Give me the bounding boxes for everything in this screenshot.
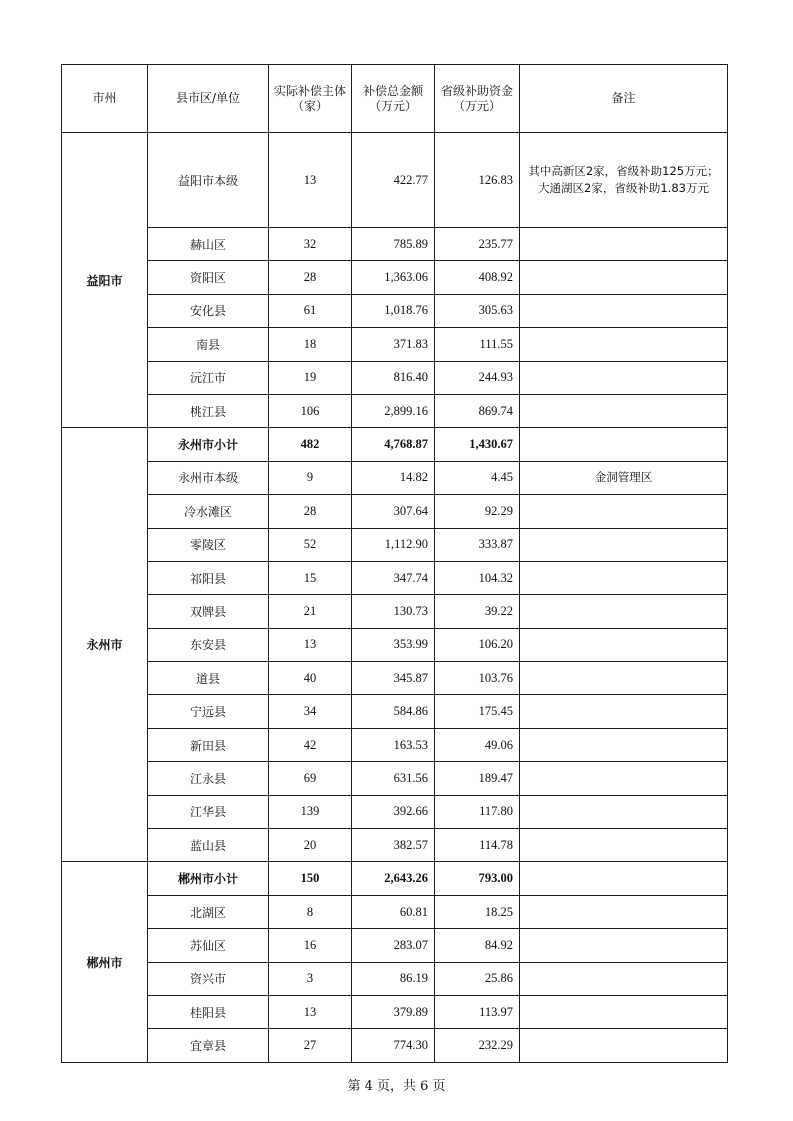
note-cell [520,394,728,427]
count-cell: 42 [269,728,352,761]
table-row [62,261,728,294]
note-cell [520,995,728,1028]
subsidy-cell: 113.97 [435,995,520,1028]
count-cell: 61 [269,294,352,327]
total-amount-cell: 785.89 [352,228,435,261]
table-row [62,728,728,761]
note-cell [520,528,728,561]
unit-cell: 祁阳县 [148,561,269,594]
count-cell: 32 [269,228,352,261]
unit-cell: 双牌县 [148,595,269,628]
header-city: 市州 [62,65,148,133]
count-cell: 482 [269,428,352,461]
subsidy-cell: 25.86 [435,962,520,995]
table-row [62,829,728,862]
subsidy-cell: 869.74 [435,394,520,427]
subsidy-cell: 333.87 [435,528,520,561]
note-cell [520,595,728,628]
unit-cell: 东安县 [148,628,269,661]
total-amount-cell: 392.66 [352,795,435,828]
table-row [62,495,728,528]
unit-cell: 赫山区 [148,228,269,261]
subsidy-cell: 92.29 [435,495,520,528]
count-cell: 3 [269,962,352,995]
total-amount-cell: 353.99 [352,628,435,661]
header-subsidy: 省级补助资金 （万元） [435,65,520,133]
note-cell [520,428,728,461]
table-row [62,929,728,962]
note-cell [520,1029,728,1062]
unit-cell: 安化县 [148,294,269,327]
unit-cell: 桂阳县 [148,995,269,1028]
unit-cell: 沅江市 [148,361,269,394]
subsidy-cell: 106.20 [435,628,520,661]
total-amount-cell: 345.87 [352,662,435,695]
note-cell [520,962,728,995]
city-cell: 郴州市 [62,862,148,1062]
city-cell: 永州市 [62,428,148,862]
note-cell: 金洞管理区 [520,461,728,494]
total-amount-cell: 130.73 [352,595,435,628]
compensation-table-container [61,64,727,1063]
header-note: 备注 [520,65,728,133]
count-cell: 27 [269,1029,352,1062]
total-amount-cell: 2,899.16 [352,394,435,427]
note-cell [520,929,728,962]
total-amount-cell: 60.81 [352,895,435,928]
subsidy-cell: 111.55 [435,328,520,361]
count-cell: 34 [269,695,352,728]
subsidy-cell: 114.78 [435,829,520,862]
unit-cell: 江永县 [148,762,269,795]
unit-cell: 道县 [148,662,269,695]
table-row [62,695,728,728]
count-cell: 20 [269,829,352,862]
total-amount-cell: 347.74 [352,561,435,594]
total-amount-cell: 422.77 [352,133,435,228]
subsidy-cell: 1,430.67 [435,428,520,461]
count-cell: 69 [269,762,352,795]
total-amount-cell: 382.57 [352,829,435,862]
count-cell: 9 [269,461,352,494]
unit-cell: 永州市小计 [148,428,269,461]
table-row [62,995,728,1028]
header-unit: 县市区/单位 [148,65,269,133]
subsidy-cell: 117.80 [435,795,520,828]
count-cell: 13 [269,628,352,661]
note-cell [520,294,728,327]
note-cell [520,728,728,761]
count-cell: 13 [269,133,352,228]
unit-cell: 宁远县 [148,695,269,728]
table-row [62,528,728,561]
unit-cell: 宜章县 [148,1029,269,1062]
total-amount-cell: 1,018.76 [352,294,435,327]
subsidy-cell: 175.45 [435,695,520,728]
table-row [62,795,728,828]
unit-cell: 蓝山县 [148,829,269,862]
unit-cell: 南县 [148,328,269,361]
note-cell [520,895,728,928]
total-amount-cell: 379.89 [352,995,435,1028]
table-row [62,328,728,361]
subsidy-cell: 232.29 [435,1029,520,1062]
count-cell: 19 [269,361,352,394]
total-amount-cell: 14.82 [352,461,435,494]
table-row [62,962,728,995]
subsidy-cell: 104.32 [435,561,520,594]
table-row [62,294,728,327]
subsidy-cell: 49.06 [435,728,520,761]
note-cell [520,628,728,661]
total-amount-cell: 816.40 [352,361,435,394]
subsidy-cell: 793.00 [435,862,520,895]
unit-cell: 桃江县 [148,394,269,427]
note-cell [520,695,728,728]
total-amount-cell: 1,112.90 [352,528,435,561]
count-cell: 150 [269,862,352,895]
table-row [62,662,728,695]
unit-cell: 冷水滩区 [148,495,269,528]
unit-cell: 零陵区 [148,528,269,561]
header-row [62,65,728,133]
note-cell [520,261,728,294]
table-row [62,561,728,594]
total-amount-cell: 1,363.06 [352,261,435,294]
count-cell: 21 [269,595,352,628]
subtotal-row [62,862,728,895]
total-amount-cell: 631.56 [352,762,435,795]
subsidy-cell: 18.25 [435,895,520,928]
table-row [62,394,728,427]
total-amount-cell: 283.07 [352,929,435,962]
count-cell: 8 [269,895,352,928]
count-cell: 28 [269,261,352,294]
subsidy-cell: 305.63 [435,294,520,327]
subsidy-cell: 103.76 [435,662,520,695]
unit-cell: 永州市本级 [148,461,269,494]
unit-cell: 资阳区 [148,261,269,294]
count-cell: 18 [269,328,352,361]
table-row [62,895,728,928]
subsidy-cell: 408.92 [435,261,520,294]
note-cell [520,862,728,895]
unit-cell: 苏仙区 [148,929,269,962]
total-amount-cell: 4,768.87 [352,428,435,461]
note-cell: 其中高新区2家，省级补助125万元；大通湖区2家，省级补助1.83万元 [520,133,728,228]
note-cell [520,561,728,594]
table-row [62,762,728,795]
count-cell: 106 [269,394,352,427]
total-amount-cell: 2,643.26 [352,862,435,895]
count-cell: 52 [269,528,352,561]
unit-cell: 江华县 [148,795,269,828]
table-row [62,461,728,494]
header-count: 实际补偿主体 （家） [269,65,352,133]
note-cell [520,829,728,862]
table-row [62,133,728,228]
note-cell [520,328,728,361]
subtotal-row [62,428,728,461]
note-cell [520,495,728,528]
total-amount-cell: 774.30 [352,1029,435,1062]
total-amount-cell: 86.19 [352,962,435,995]
subsidy-cell: 189.47 [435,762,520,795]
unit-cell: 郴州市小计 [148,862,269,895]
unit-cell: 北湖区 [148,895,269,928]
total-amount-cell: 163.53 [352,728,435,761]
table-row [62,595,728,628]
note-cell [520,795,728,828]
page-footer: 第 4 页，共 6 页 [347,1079,446,1094]
note-cell [520,361,728,394]
table-row [62,228,728,261]
subsidy-cell: 84.92 [435,929,520,962]
count-cell: 139 [269,795,352,828]
unit-cell: 益阳市本级 [148,133,269,228]
count-cell: 15 [269,561,352,594]
subsidy-cell: 244.93 [435,361,520,394]
table-row [62,628,728,661]
table-row [62,1029,728,1062]
subsidy-cell: 39.22 [435,595,520,628]
note-cell [520,762,728,795]
total-amount-cell: 584.86 [352,695,435,728]
table-body [62,133,728,1063]
note-cell [520,228,728,261]
count-cell: 16 [269,929,352,962]
unit-cell: 资兴市 [148,962,269,995]
count-cell: 13 [269,995,352,1028]
subsidy-cell: 4.45 [435,461,520,494]
count-cell: 28 [269,495,352,528]
note-cell [520,662,728,695]
unit-cell: 新田县 [148,728,269,761]
compensation-table [61,64,728,1063]
count-cell: 40 [269,662,352,695]
subsidy-cell: 126.83 [435,133,520,228]
table-row [62,361,728,394]
header-total: 补偿总金额 （万元） [352,65,435,133]
city-cell: 益阳市 [62,133,148,428]
total-amount-cell: 371.83 [352,328,435,361]
total-amount-cell: 307.64 [352,495,435,528]
subsidy-cell: 235.77 [435,228,520,261]
